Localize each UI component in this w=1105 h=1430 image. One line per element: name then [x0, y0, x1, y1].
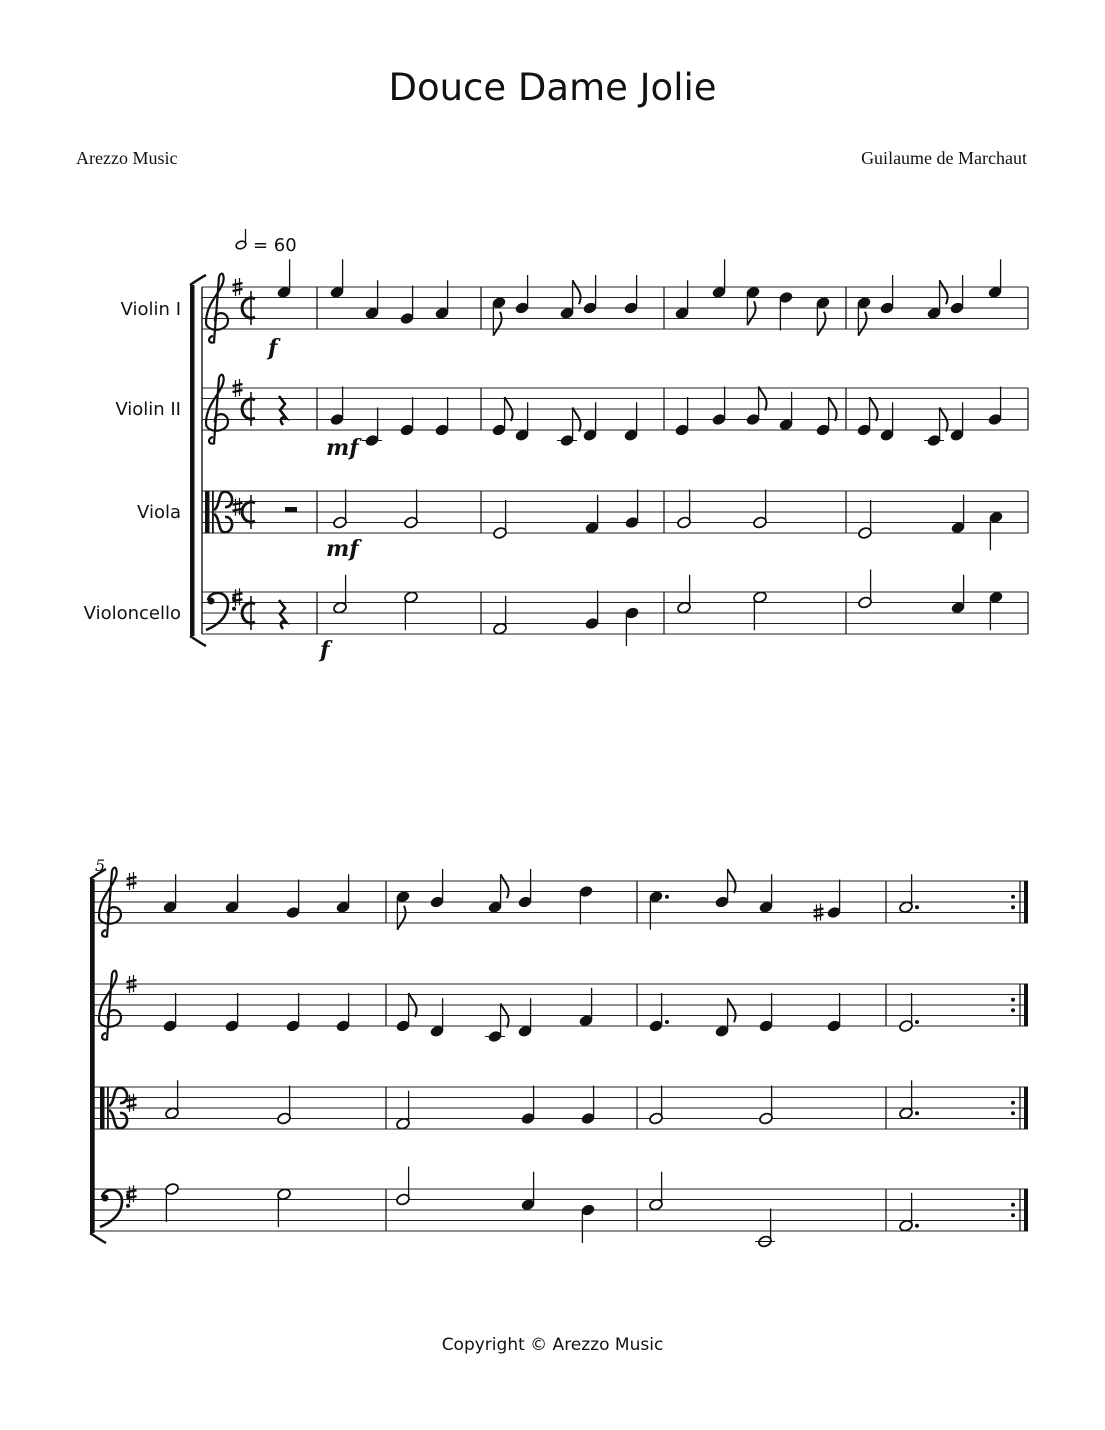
instrument-label-viola: Viola	[137, 502, 181, 523]
quarter-note	[675, 397, 690, 437]
quarter-note	[624, 275, 639, 315]
staff	[202, 592, 1028, 634]
quarter-note	[400, 397, 415, 437]
quarter-note	[951, 495, 966, 535]
quarter-note	[336, 874, 351, 914]
half-note	[333, 575, 348, 615]
quarter-note	[430, 998, 445, 1038]
quarter-note	[625, 606, 640, 646]
half-note	[753, 490, 768, 530]
quarter-note	[400, 286, 415, 326]
quarter-note	[624, 402, 639, 442]
eighth-note	[715, 869, 736, 909]
quarter-note	[336, 993, 351, 1033]
measure-number: 5	[95, 856, 106, 875]
eighth-note	[746, 286, 761, 326]
staff	[94, 1189, 1028, 1231]
dynamic-marking: mf	[326, 435, 359, 461]
quarter-note	[827, 993, 842, 1033]
quarter-note	[362, 408, 382, 448]
system-bracket	[90, 869, 106, 1243]
half-note	[396, 1167, 411, 1207]
instrument-label-violin-1: Violin I	[120, 299, 181, 320]
quarter-note	[779, 291, 794, 331]
eighth-note	[816, 296, 831, 336]
bass-clef-icon	[206, 593, 236, 630]
repeat-dot	[1011, 1213, 1015, 1217]
score-title: Douce Dame Jolie	[388, 66, 717, 109]
quarter-note	[988, 259, 1003, 299]
half-note	[277, 1086, 292, 1126]
quarter-note	[225, 874, 240, 914]
tempo-value: = 60	[253, 235, 297, 256]
dynamic-marking: mf	[326, 536, 359, 562]
quarter-note	[950, 402, 965, 442]
half-note	[493, 596, 508, 636]
repeat-dot	[1011, 998, 1015, 1002]
quarter-note	[521, 1172, 536, 1212]
half-rest-icon	[285, 507, 297, 512]
quarter-note	[286, 993, 301, 1033]
quarter-note	[951, 575, 966, 615]
quarter-note	[579, 885, 594, 925]
half-note	[858, 570, 873, 610]
quarter-note	[585, 495, 600, 535]
quarter-note	[365, 280, 380, 320]
staff	[94, 984, 1028, 1026]
quarter-note	[521, 1086, 536, 1126]
half-note	[759, 1086, 774, 1126]
eighth-note	[816, 397, 837, 437]
staff	[202, 491, 1028, 533]
quarter-note	[225, 993, 240, 1033]
half-note	[755, 1209, 775, 1249]
quarter-note	[430, 869, 445, 909]
quarter-rest-icon	[279, 600, 286, 629]
quarter-note	[625, 490, 640, 530]
quarter-note	[163, 993, 178, 1033]
eighth-note	[924, 408, 948, 448]
final-barline	[1024, 1087, 1028, 1129]
repeat-dot	[1011, 1101, 1015, 1105]
quarter-note	[585, 591, 600, 631]
eighth-note	[492, 296, 507, 336]
publisher-label: Arezzo Music	[76, 148, 178, 168]
quarter-note	[880, 275, 895, 315]
final-barline	[1024, 984, 1028, 1026]
quarter-note	[579, 988, 594, 1028]
repeat-dot	[1011, 1111, 1015, 1115]
quarter-note	[759, 874, 774, 914]
eighth-note	[715, 998, 736, 1038]
final-barline	[1024, 881, 1028, 923]
quarter-note	[515, 402, 530, 442]
half-note	[899, 993, 919, 1033]
quarter-note	[827, 880, 842, 920]
quarter-note	[950, 275, 965, 315]
quarter-note	[675, 280, 690, 320]
repeat-dot	[1011, 1203, 1015, 1207]
half-note	[899, 874, 919, 914]
final-barline	[1024, 1189, 1028, 1231]
quarter-note	[163, 874, 178, 914]
eighth-note	[485, 1004, 509, 1044]
quarter-note	[712, 387, 727, 427]
quarter-note	[779, 392, 794, 432]
dynamic-marking: f	[268, 335, 278, 361]
eighth-note	[488, 874, 509, 914]
quarter-note	[583, 275, 598, 315]
eighth-note	[396, 890, 411, 930]
quarter-note	[518, 998, 533, 1038]
quarter-note	[988, 387, 1003, 427]
quarter-note	[581, 1203, 596, 1243]
quarter-note	[515, 275, 530, 315]
half-note	[404, 591, 419, 631]
quarter-note	[583, 402, 598, 442]
quarter-note	[286, 880, 301, 920]
eighth-note	[560, 280, 581, 320]
copyright-notice: Copyright © Arezzo Music	[441, 1335, 664, 1355]
bass-clef-icon	[100, 1190, 130, 1227]
half-note	[277, 1188, 292, 1228]
repeat-dot	[1011, 905, 1015, 909]
half-note	[333, 490, 348, 530]
eighth-note	[857, 397, 878, 437]
half-note	[858, 500, 873, 540]
half-note	[899, 1193, 919, 1233]
half-note	[677, 575, 692, 615]
eighth-note	[557, 408, 581, 448]
instrument-label-cello: Violoncello	[83, 603, 181, 624]
staff	[202, 388, 1028, 430]
eighth-note	[396, 993, 417, 1033]
repeat-dot	[1011, 895, 1015, 899]
half-note	[649, 1086, 664, 1126]
half-note	[753, 591, 768, 631]
quarter-note	[277, 259, 292, 299]
quarter-note	[435, 280, 450, 320]
quarter-note	[581, 1086, 596, 1126]
staff	[94, 881, 1028, 923]
quarter-note	[759, 993, 774, 1033]
half-note	[649, 1172, 664, 1212]
half-note	[404, 490, 419, 530]
quarter-note	[989, 591, 1004, 631]
half-note	[899, 1080, 919, 1120]
dynamic-marking: f	[320, 637, 330, 663]
system-bracket	[190, 275, 206, 646]
repeat-dot	[1011, 1008, 1015, 1012]
quarter-note	[989, 511, 1004, 551]
eighth-note	[492, 397, 513, 437]
instrument-label-violin-2: Violin II	[115, 399, 181, 420]
quarter-note	[649, 890, 669, 930]
eighth-note	[857, 296, 872, 336]
eighth-note	[927, 280, 948, 320]
half-note	[396, 1091, 411, 1131]
half-note	[165, 1080, 180, 1120]
tempo-marking	[235, 229, 297, 256]
quarter-note	[330, 259, 345, 299]
half-note	[493, 500, 508, 540]
staff	[94, 1087, 1028, 1129]
eighth-note	[746, 387, 767, 427]
quarter-note	[330, 387, 345, 427]
quarter-note	[518, 869, 533, 909]
quarter-note	[712, 259, 727, 299]
half-note	[677, 490, 692, 530]
quarter-note	[435, 397, 450, 437]
half-note	[165, 1182, 180, 1222]
quarter-note	[649, 993, 669, 1033]
staff	[202, 287, 1028, 329]
quarter-note	[880, 402, 895, 442]
composer-label: Guilaume de Marchaut	[861, 148, 1027, 168]
quarter-rest-icon	[279, 396, 286, 425]
half-note-icon	[235, 229, 247, 250]
